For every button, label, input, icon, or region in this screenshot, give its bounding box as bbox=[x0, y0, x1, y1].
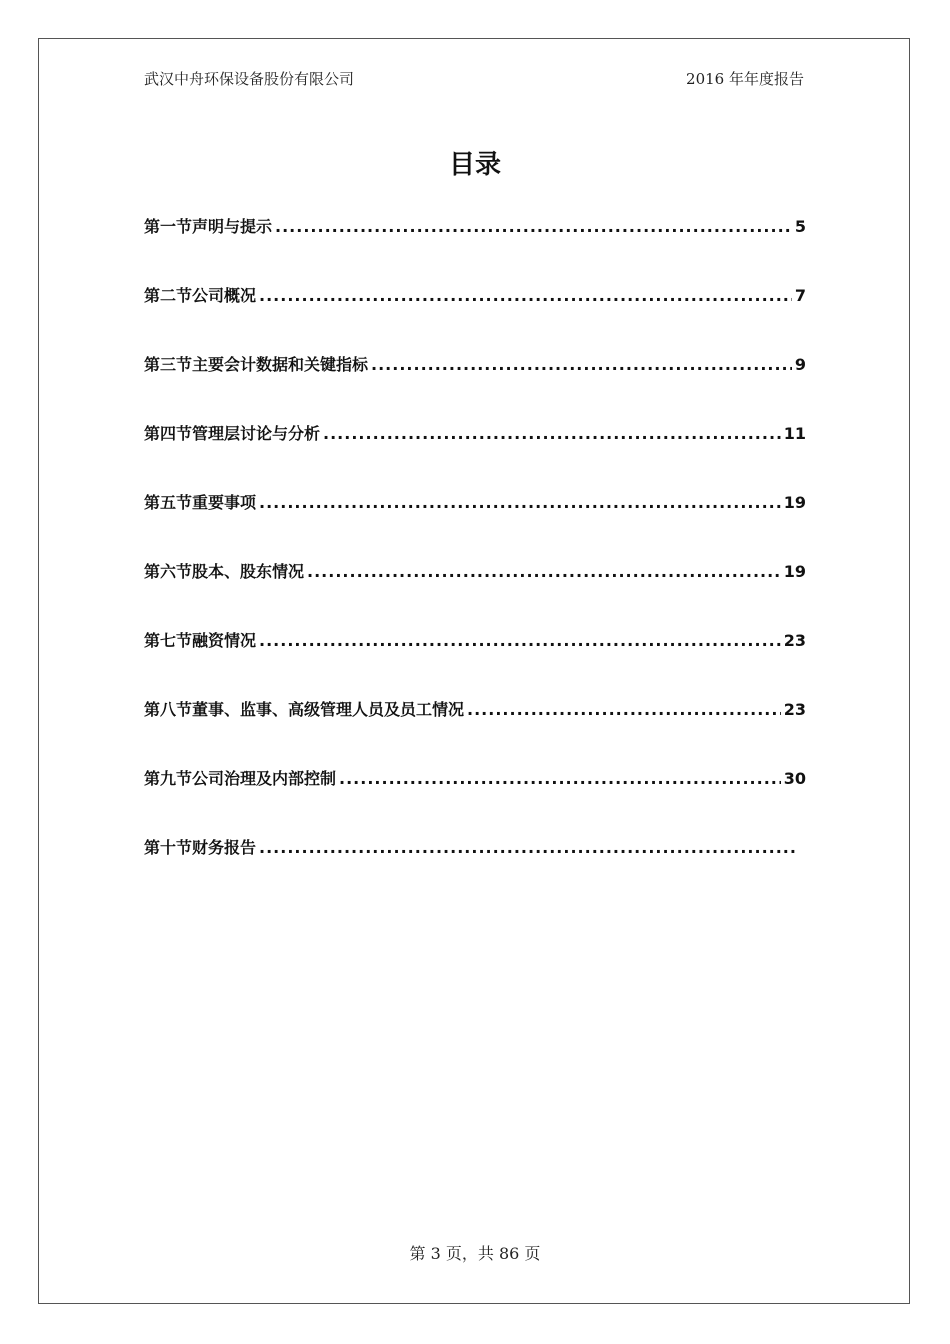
toc-dot-leader bbox=[339, 769, 781, 788]
toc-entry-label: 第一节声明与提示 bbox=[144, 217, 273, 236]
toc-entry-label: 第五节重要事项 bbox=[144, 493, 257, 512]
page-footer: 第 3 页，共 86 页 bbox=[409, 1244, 541, 1263]
toc-entry-3[interactable] bbox=[144, 352, 806, 421]
toc-dot-leader bbox=[323, 424, 781, 443]
toc-entry-5[interactable] bbox=[144, 490, 806, 559]
table-of-contents bbox=[144, 214, 806, 904]
toc-dot-leader bbox=[259, 838, 795, 857]
toc-entry-10[interactable] bbox=[144, 835, 806, 904]
toc-dot-leader bbox=[259, 286, 792, 305]
header-report-title: 2016 年年度报告 bbox=[686, 70, 804, 88]
toc-entry-label: 第十节财务报告 bbox=[144, 838, 257, 857]
toc-entry-page: 23 bbox=[783, 700, 806, 719]
header-company-name: 武汉中舟环保设备股份有限公司 bbox=[144, 70, 355, 88]
toc-entry-page: 9 bbox=[794, 355, 806, 374]
toc-entry-page: 19 bbox=[783, 562, 806, 581]
toc-entry-page: 5 bbox=[794, 217, 806, 236]
toc-dot-leader bbox=[307, 562, 781, 581]
toc-entry-label: 第六节股本、股东情况 bbox=[144, 562, 305, 581]
toc-entry-page: 19 bbox=[783, 493, 806, 512]
toc-entry-4[interactable] bbox=[144, 421, 806, 490]
toc-dot-leader bbox=[259, 493, 781, 512]
toc-entry-2[interactable] bbox=[144, 283, 806, 352]
toc-entry-page: 30 bbox=[783, 769, 806, 788]
toc-entry-label: 第三节主要会计数据和关键指标 bbox=[144, 355, 369, 374]
toc-entry-page: 11 bbox=[783, 424, 806, 443]
toc-entry-6[interactable] bbox=[144, 559, 806, 628]
toc-dot-leader bbox=[259, 631, 781, 650]
toc-entry-label: 第二节公司概况 bbox=[144, 286, 257, 305]
toc-entry-9[interactable] bbox=[144, 766, 806, 835]
toc-entry-label: 第七节融资情况 bbox=[144, 631, 257, 650]
toc-dot-leader bbox=[467, 700, 781, 719]
toc-entry-label: 第九节公司治理及内部控制 bbox=[144, 769, 337, 788]
toc-entry-8[interactable] bbox=[144, 697, 806, 766]
toc-dot-leader bbox=[275, 217, 792, 236]
toc-title: 目录 bbox=[448, 150, 501, 180]
toc-entry-page: 7 bbox=[794, 286, 806, 305]
toc-entry-label: 第八节董事、监事、高级管理人员及员工情况 bbox=[144, 700, 465, 719]
toc-entry-7[interactable] bbox=[144, 628, 806, 697]
toc-dot-leader bbox=[371, 355, 792, 374]
toc-entry-1[interactable] bbox=[144, 214, 806, 283]
toc-entry-page: 23 bbox=[783, 631, 806, 650]
toc-entry-label: 第四节管理层讨论与分析 bbox=[144, 424, 321, 443]
